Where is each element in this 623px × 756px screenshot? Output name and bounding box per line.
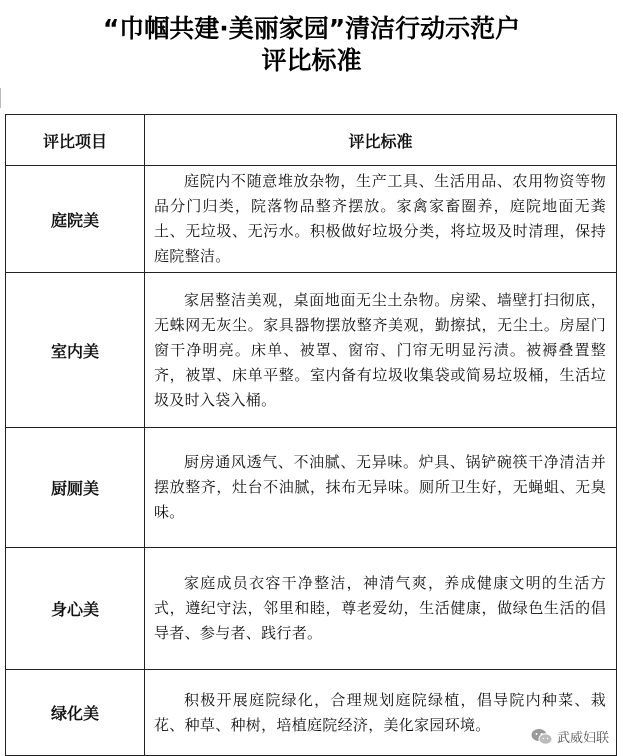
wechat-icon [531, 728, 553, 746]
watermark [531, 727, 609, 746]
table-row [6, 273, 617, 428]
row-standard-kitchen-toilet: 厨房通风透气、不油腻、无异味。炉具、锅铲碗筷干净清洁并摆放整齐，灶台不油腻，抹布无异味。厕所卫生好，无蝇蛆、无臭味。 [145, 428, 617, 548]
header-standard: 评比标准 [145, 115, 617, 166]
row-item-courtyard: 庭院美 [6, 166, 145, 273]
header-item: 评比项目 [6, 115, 145, 166]
table-row [6, 166, 617, 273]
table-row [6, 670, 617, 756]
row-item-indoor: 室内美 [6, 273, 145, 428]
row-item-body-mind: 身心美 [6, 548, 145, 670]
row-item-kitchen-toilet: 厨厕美 [6, 428, 145, 548]
row-standard-courtyard: 庭院内不随意堆放杂物，生产工具、生活用品、农用物资等物品分门归类，院落物品整齐摆放。家禽家畜圈养，庭院地面无粪土、无垃圾、无污水。积极做好垃圾分类，将垃圾及时清理，保持庭院整洁。 [145, 166, 617, 273]
row-standard-greening: 积极开展庭院绿化，合理规划庭院绿植，倡导院内种菜、栽花、种草、种树，培植庭院经济，美化家园环境。 [145, 670, 617, 756]
table-header-row [6, 115, 617, 166]
table-row [6, 548, 617, 670]
row-standard-body-mind: 家庭成员衣容干净整洁，神清气爽，养成健康文明的生活方式，遵纪守法，邻里和睦，尊老爱幼，生活健康，做绿色生活的倡导者、参与者、践行者。 [145, 548, 617, 670]
page-edge-marker [0, 88, 4, 108]
row-item-greening: 绿化美 [6, 670, 145, 756]
document-subtitle: 评比标准 [261, 46, 362, 75]
document-title: “巾帼共建·美丽家园”清洁行动示范户 [102, 14, 521, 43]
row-standard-indoor: 家居整洁美观，桌面地面无尘土杂物。房梁、墙壁打扫彻底，无蛛网无灰尘。家具器物摆放整齐美观，勤擦拭，无尘土。房屋门窗干净明亮。床单、被罩、窗帘、门帘无明显污渍。被褥叠置整齐，被罩、床单平整。室内备有垃圾收集袋或简易垃圾桶，生活垃圾及时入袋入桶。 [145, 273, 617, 428]
table-row [6, 428, 617, 548]
criteria-table [5, 114, 617, 756]
watermark-text: 武威妇联 [556, 731, 609, 746]
